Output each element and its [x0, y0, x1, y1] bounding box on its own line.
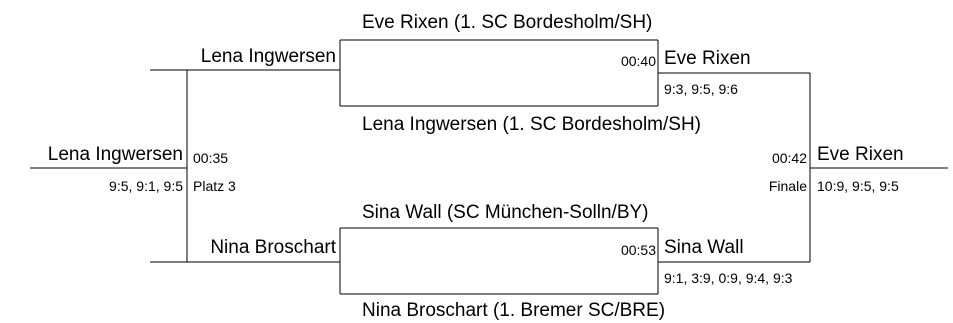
final-score: 10:9, 9:5, 9:5 [817, 178, 899, 194]
sf1-winner: Eve Rixen [664, 48, 751, 69]
final-label: Finale [768, 178, 807, 194]
final-time: 00:42 [771, 150, 807, 166]
final-winner: Eve Rixen [817, 144, 904, 165]
sf2-time: 00:53 [620, 242, 656, 258]
third-place-winner: Lena Ingwersen [47, 144, 183, 165]
sf1-bottom-player: Lena Ingwersen (1. SC Bordesholm/SH) [362, 114, 701, 135]
sf1-top-player: Eve Rixen (1. SC Bordesholm/SH) [362, 12, 653, 33]
sf2-score: 9:1, 3:9, 0:9, 9:4, 9:3 [664, 270, 793, 286]
sf2-bottom-player: Nina Broschart (1. Bremer SC/BRE) [362, 300, 666, 321]
sf1-left-label: Lena Ingwersen [200, 46, 336, 67]
sf2-left-label: Nina Broschart [210, 237, 336, 258]
third-place-time: 00:35 [193, 150, 229, 166]
third-place-label: Platz 3 [193, 178, 236, 194]
sf2-top-player: Sina Wall (SC München-Solln/BY) [362, 202, 649, 223]
sf1-score: 9:3, 9:5, 9:6 [664, 81, 738, 97]
third-place-score: 9:5, 9:1, 9:5 [109, 178, 183, 194]
sf2-winner: Sina Wall [664, 237, 744, 258]
sf1-time: 00:40 [620, 53, 656, 69]
